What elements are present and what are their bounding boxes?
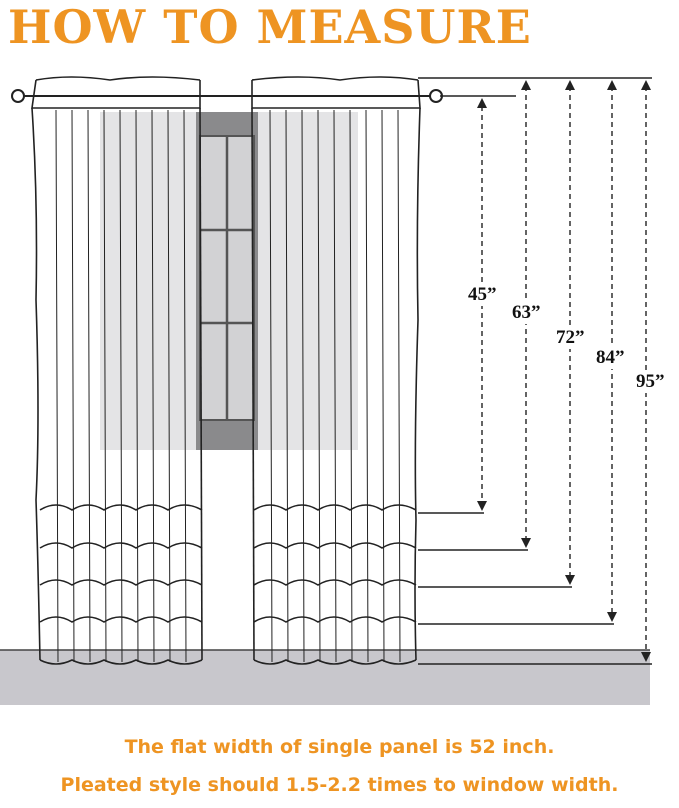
dimension-label-45: 45” [468,284,497,305]
dimension-label-63: 63” [512,302,541,323]
dimension-label-72: 72” [556,327,585,348]
dimension-label-84: 84” [596,347,625,368]
note-panel-width: The flat width of single panel is 52 inch. [124,736,555,758]
page-title: HOW TO MEASURE [8,0,532,54]
dimension-arrows [482,86,646,654]
note-pleated-style: Pleated style should 1.5-2.2 times to window width. [60,774,619,796]
floor [0,650,650,705]
curtain-rod [12,90,442,102]
reference-lines [418,78,652,664]
arrow-heads [477,80,651,662]
dimension-label-95: 95” [636,371,665,392]
